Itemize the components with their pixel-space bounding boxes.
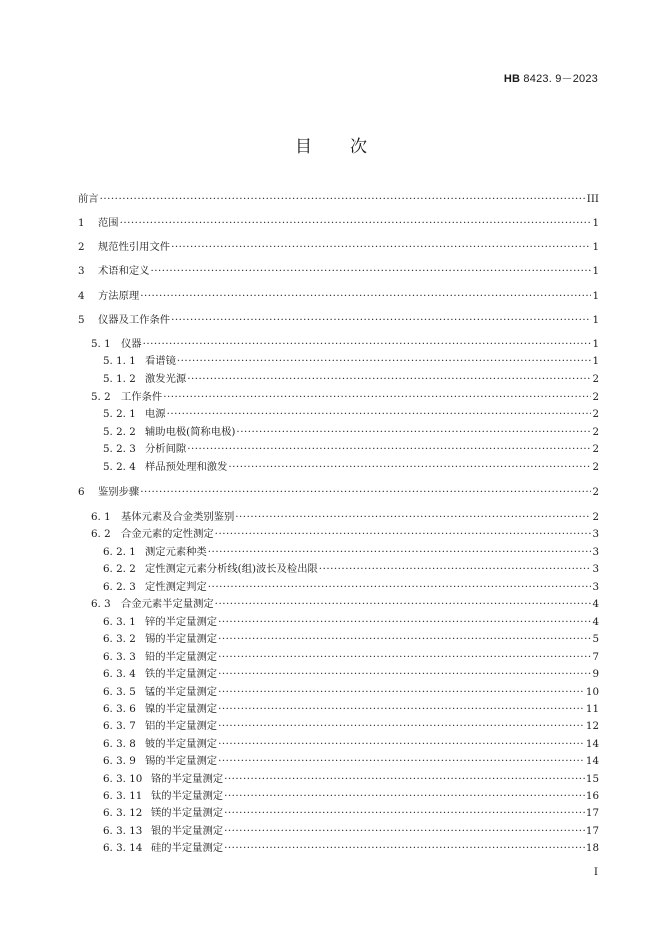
toc-entry-title: 样品预处理和激发	[145, 461, 228, 473]
toc-entry-title: 分析间隙	[145, 443, 187, 455]
toc-leader-dots	[224, 823, 585, 839]
toc-entry-page: 2	[592, 511, 599, 523]
toc-entry-number: 5. 2. 3	[103, 443, 136, 455]
toc-entry-page: 1	[592, 314, 599, 326]
toc-entry-page: 4	[592, 616, 599, 628]
toc-entry-page: 2	[592, 391, 599, 403]
toc-entry-title: 合金元素半定量测定	[121, 598, 214, 610]
toc-entry-title: 规范性引用文件	[98, 241, 171, 253]
toc-entry-title: 铁的半定量测定	[145, 668, 218, 680]
toc-entry[interactable]	[78, 544, 599, 560]
toc-entry-number: 6	[78, 486, 85, 498]
toc-entry-page: 17	[585, 807, 599, 819]
toc-entry[interactable]	[78, 509, 599, 525]
toc-entry[interactable]	[78, 753, 599, 769]
toc-entry-number: 5. 1	[91, 338, 111, 350]
toc-entry-title: 看谱镜	[145, 355, 176, 367]
toc-entry-number: 6. 3. 5	[103, 686, 136, 698]
toc-entry-number: 5. 2. 1	[103, 408, 136, 420]
toc-entry[interactable]	[78, 614, 599, 630]
toc-entry-page: 1	[592, 355, 599, 367]
toc-entry-number: 6. 3. 13	[103, 825, 143, 837]
toc-entry-title: 镍的半定量测定	[145, 703, 218, 715]
toc-leader-dots	[218, 649, 591, 665]
toc-entry[interactable]	[78, 805, 599, 821]
toc-leader-dots	[187, 371, 591, 387]
toc-leader-dots	[235, 509, 591, 525]
toc-entry[interactable]	[78, 666, 599, 682]
toc-entry-title: 合金元素的定性测定	[121, 528, 214, 540]
toc-leader-dots	[218, 736, 585, 752]
toc-entry[interactable]	[78, 631, 599, 647]
toc-entry-page: 1	[592, 338, 599, 350]
toc-entry-page: 16	[585, 790, 599, 802]
toc-entry-number: 6. 3. 8	[103, 738, 136, 750]
toc-entry-title: 测定元素种类	[145, 546, 207, 558]
toc-entry-page: 15	[585, 773, 599, 785]
toc-entry-page: III	[586, 193, 599, 205]
toc-entry-title: 银的半定量测定	[151, 825, 224, 837]
toc-entry[interactable]	[78, 840, 599, 856]
toc-leader-dots	[218, 701, 585, 717]
toc-entry-title: 锡的半定量测定	[145, 633, 218, 645]
toc-entry[interactable]	[78, 191, 599, 207]
toc-entry-number: 6. 3. 3	[103, 651, 136, 663]
toc-entry-number: 6. 3. 1	[103, 616, 136, 628]
toc-leader-dots	[163, 389, 591, 405]
toc-entry-page: 3	[592, 528, 599, 540]
toc-leader-dots	[228, 459, 591, 475]
toc-entry[interactable]	[78, 406, 599, 422]
toc-leader-dots	[215, 596, 592, 612]
toc-entry-number: 5. 2. 4	[103, 461, 136, 473]
footer-page-number: I	[593, 866, 598, 878]
toc-entry-title: 辅助电极(简称电极)	[145, 426, 236, 438]
toc-entry-page: 9	[592, 668, 599, 680]
toc-entry-page: 17	[585, 825, 599, 837]
toc-entry[interactable]	[78, 718, 599, 734]
toc-entry-title: 钛的半定量测定	[151, 790, 224, 802]
toc-entry-title: 硅的半定量测定	[151, 842, 224, 854]
toc-entry[interactable]	[78, 263, 599, 279]
toc-entry[interactable]	[78, 441, 599, 457]
toc-leader-dots	[224, 805, 585, 821]
toc-entry-title: 电源	[145, 408, 166, 420]
toc-entry-number: 5. 1. 1	[103, 355, 136, 367]
toc-leader-dots	[208, 544, 592, 560]
toc-leader-dots	[224, 788, 585, 804]
toc-entry-number: 6. 3. 4	[103, 668, 136, 680]
toc-entry-page: 2	[592, 426, 599, 438]
toc-leader-dots	[140, 288, 591, 304]
toc-entry-title: 铅的半定量测定	[145, 651, 218, 663]
toc-entry-number: 2	[78, 241, 85, 253]
toc-entry-title: 定性测定元素分析线(组)波长及检出限	[145, 563, 318, 575]
toc-entry-title: 铝的半定量测定	[145, 720, 218, 732]
toc-entry-title: 锡的半定量测定	[145, 755, 218, 767]
toc-entry-page: 3	[592, 546, 599, 558]
toc-entry-title: 定性测定判定	[145, 581, 207, 593]
toc-entry-number: 6. 2	[91, 528, 111, 540]
toc-entry-title: 激发光源	[145, 373, 187, 385]
toc-entry-page: 3	[592, 563, 599, 575]
toc-entry-title: 铬的半定量测定	[151, 773, 224, 785]
toc-leader-dots	[236, 424, 591, 440]
toc-entry-title: 工作条件	[121, 391, 163, 403]
toc-leader-dots	[224, 771, 585, 787]
toc-leader-dots	[187, 441, 591, 457]
toc-entry-number: 6. 3. 10	[103, 773, 143, 785]
toc-entry-number: 6. 2. 3	[103, 581, 136, 593]
toc-entry-title: 前言	[78, 193, 99, 205]
toc-entry[interactable]	[78, 788, 599, 804]
toc-entry-page: 7	[592, 651, 599, 663]
toc-entry[interactable]	[78, 459, 599, 475]
toc-entry-page: 1	[592, 241, 599, 253]
toc-entry-number: 5. 2. 2	[103, 426, 136, 438]
toc-leader-dots	[171, 312, 591, 328]
toc-entry-title: 仪器及工作条件	[98, 314, 171, 326]
toc-entry-number: 6. 3. 6	[103, 703, 136, 715]
toc-entry-page: 2	[592, 443, 599, 455]
toc-entry[interactable]	[78, 561, 599, 577]
toc-entry[interactable]	[78, 215, 599, 231]
toc-entry-title: 方法原理	[98, 290, 140, 302]
toc-leader-dots	[224, 840, 585, 856]
toc-entry-page: 14	[585, 738, 599, 750]
toc-entry-title: 锌的半定量测定	[145, 616, 218, 628]
document-code-prefix: HB	[503, 73, 521, 85]
toc-entry-page: 2	[592, 486, 599, 498]
toc-leader-dots	[319, 561, 592, 577]
toc-entry-title: 基体元素及合金类别鉴别	[121, 511, 235, 523]
toc-entry-page: 11	[585, 703, 599, 715]
toc-entry-number: 1	[78, 217, 85, 229]
toc-entry[interactable]	[78, 579, 599, 595]
toc-leader-dots	[143, 336, 592, 352]
toc-entry[interactable]	[78, 389, 599, 405]
toc-entry[interactable]	[78, 288, 599, 304]
toc-entry-page: 2	[592, 373, 599, 385]
toc-entry-title: 范围	[98, 217, 119, 229]
toc-entry-number: 6. 3. 12	[103, 807, 143, 819]
toc-entry[interactable]	[78, 371, 599, 387]
toc-leader-dots	[167, 406, 592, 422]
toc-leader-dots	[208, 579, 592, 595]
toc-entry-title: 铍的半定量测定	[145, 738, 218, 750]
toc-entry[interactable]	[78, 239, 599, 255]
toc-entry-number: 6. 2. 1	[103, 546, 136, 558]
toc-leader-dots	[218, 614, 591, 630]
toc-entry-page: 1	[592, 265, 599, 277]
toc-entry-number: 6. 2. 2	[103, 563, 136, 575]
toc-entry-number: 6. 1	[91, 511, 111, 523]
toc-entry-title: 术语和定义	[98, 265, 150, 277]
toc-entry-title: 镁的半定量测定	[151, 807, 224, 819]
toc-entry-number: 6. 3. 11	[103, 790, 143, 802]
toc-entry[interactable]	[78, 649, 599, 665]
page-title: 目次	[295, 137, 405, 157]
toc-entry[interactable]	[78, 353, 599, 369]
toc-leader-dots	[171, 239, 591, 255]
toc-entry-page: 3	[592, 581, 599, 593]
toc-entry[interactable]	[78, 526, 599, 542]
toc-leader-dots	[140, 484, 591, 500]
toc-leader-dots	[218, 718, 585, 734]
toc-leader-dots	[120, 215, 592, 231]
toc-entry-page: 18	[585, 842, 599, 854]
toc-leader-dots	[218, 666, 591, 682]
toc-leader-dots	[100, 191, 586, 207]
toc-leader-dots	[218, 631, 591, 647]
toc-entry-page: 4	[592, 598, 599, 610]
toc-entry[interactable]	[78, 312, 599, 328]
toc-entry-page: 10	[585, 686, 599, 698]
toc-entry-number: 3	[78, 265, 85, 277]
toc-entry-page: 1	[592, 290, 599, 302]
toc-entry-page: 5	[592, 633, 599, 645]
toc-entry[interactable]	[78, 823, 599, 839]
toc-entry-page: 14	[585, 755, 599, 767]
toc-leader-dots	[215, 526, 592, 542]
toc-leader-dots	[150, 263, 591, 279]
toc-entry-title: 锰的半定量测定	[145, 686, 218, 698]
toc-entry-page: 12	[585, 720, 599, 732]
toc-entry-page: 2	[592, 461, 599, 473]
toc-entry[interactable]	[78, 736, 599, 752]
toc-entry-number: 6. 3. 7	[103, 720, 136, 732]
toc-leader-dots	[218, 684, 585, 700]
toc-entry[interactable]	[78, 701, 599, 717]
toc-entry-title: 仪器	[121, 338, 142, 350]
toc-entry-number: 6. 3. 2	[103, 633, 136, 645]
toc-entry-number: 5	[78, 314, 85, 326]
document-code	[504, 70, 598, 86]
toc-entry[interactable]	[78, 336, 599, 352]
toc-entry-number: 6. 3	[91, 598, 111, 610]
toc-entry[interactable]	[78, 424, 599, 440]
toc-entry-number: 5. 2	[91, 391, 111, 403]
toc-entry-page: 2	[592, 408, 599, 420]
toc-leader-dots	[218, 753, 585, 769]
toc-entry-title: 鉴别步骤	[98, 486, 140, 498]
toc-leader-dots	[177, 353, 592, 369]
toc-entry-number: 4	[78, 290, 85, 302]
toc-entry-page: 1	[592, 217, 599, 229]
toc-entry[interactable]	[78, 596, 599, 612]
toc-entry[interactable]	[78, 684, 599, 700]
toc-entry[interactable]	[78, 771, 599, 787]
toc-entry-number: 6. 3. 14	[103, 842, 143, 854]
toc-entry-number: 6. 3. 9	[103, 755, 136, 767]
toc-entry[interactable]	[78, 484, 599, 500]
toc-entry-number: 5. 1. 2	[103, 373, 136, 385]
document-code-number: 8423. 9－2023	[520, 73, 598, 85]
